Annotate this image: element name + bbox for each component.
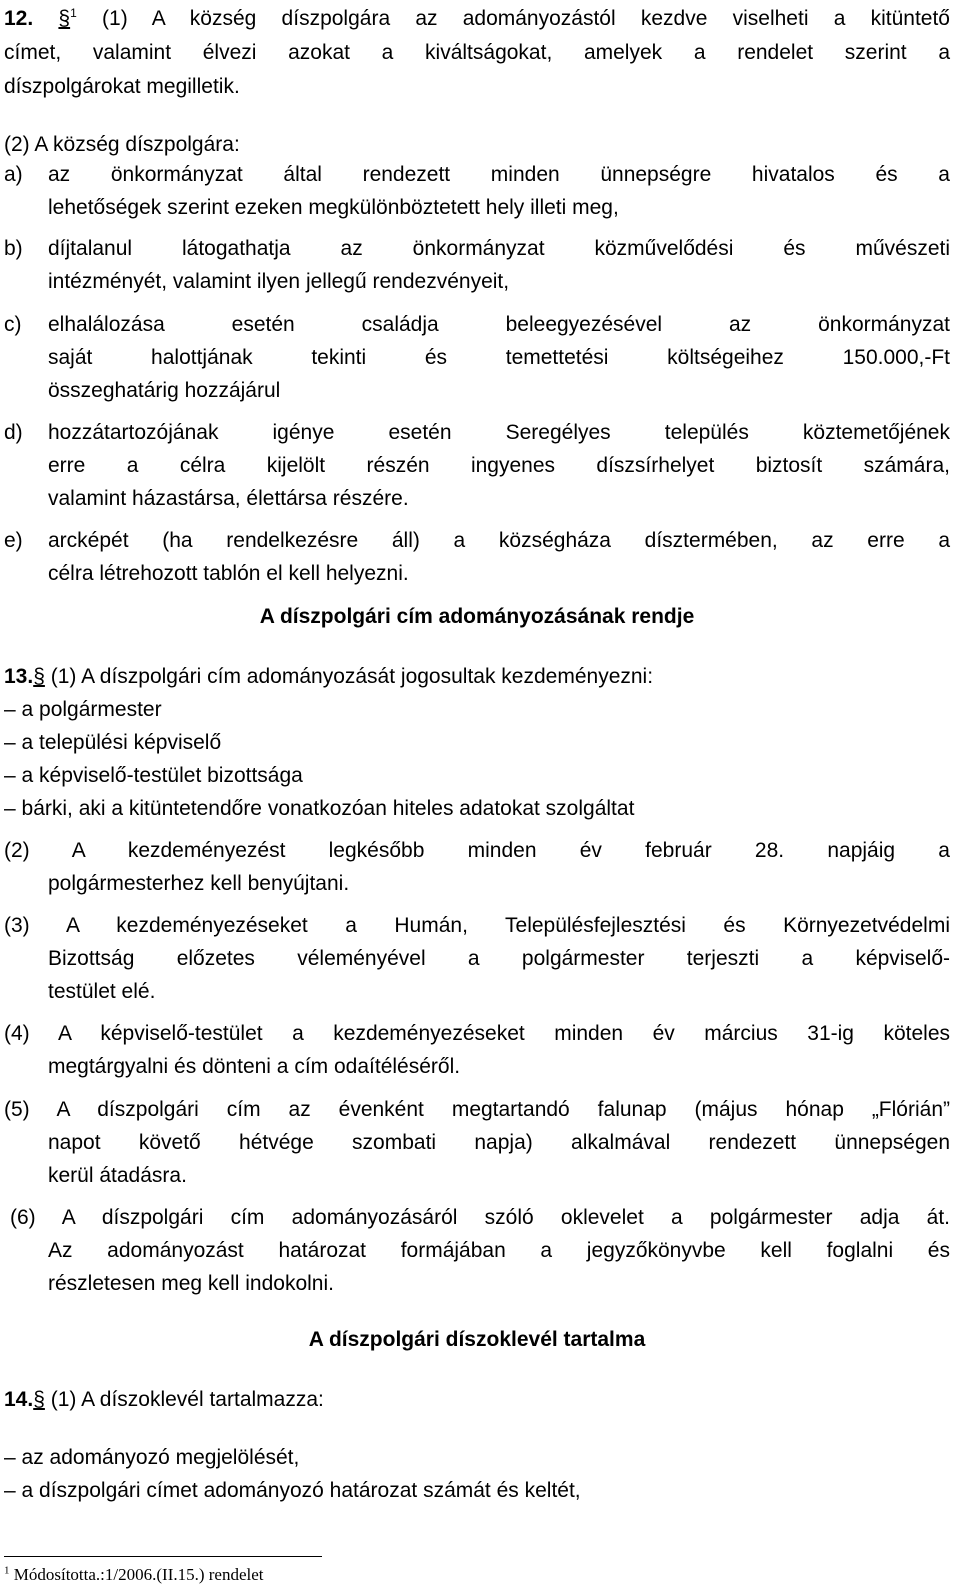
item-d-line1: hozzátartozójának igénye esetén Seregélyes település köztemetőjének bbox=[48, 421, 950, 444]
item-c-line2: saját halottjának tekinti és temettetési költségeihez 150.000,-Ft bbox=[48, 346, 950, 369]
list-item: – a képviselő-testület bizottsága bbox=[4, 764, 303, 787]
list-item: – az adományozó megjelölését, bbox=[4, 1446, 300, 1469]
heading-diszoklevel-tartalma: A díszpolgári díszoklevél tartalma bbox=[308, 1328, 646, 1351]
s13-p5-line3: kerül átadásra. bbox=[48, 1164, 187, 1187]
item-d-label: d) bbox=[4, 421, 23, 444]
list-item: – bárki, aki a kitüntetendőre vonatkozóan hiteles adatokat szolgáltat bbox=[4, 797, 635, 820]
s14-p1: 14.§ (1) A díszoklevél tartalmazza: bbox=[4, 1388, 324, 1411]
item-c-line3: összeghatárig hozzájárul bbox=[48, 379, 281, 402]
s13-p5-line1: (5) A díszpolgári cím az évenként megtartandó falunap (május hónap „Flórián” bbox=[4, 1098, 950, 1121]
s12-p1-line1: 12. §$^1$ (1) A község díszpolgára az adományozástól kezdve viselheti a kitüntető bbox=[4, 6, 950, 30]
s13-p3-line3: testület elé. bbox=[48, 980, 156, 1003]
item-a-label: a) bbox=[4, 163, 23, 186]
s13-p2-line1: (2) A kezdeményezést legkésőbb minden év február 28. napjáig a bbox=[4, 839, 950, 862]
list-item: – a települési képviselő bbox=[4, 731, 222, 754]
item-a-line2: lehetőségek szerint ezeken megkülönböztetett hely illeti meg, bbox=[48, 196, 619, 219]
s13-p3-line2: Bizottság előzetes véleményével a polgármester terjeszti a képviselő- bbox=[48, 947, 950, 970]
s13-p4-line2: megtárgyalni és dönteni a cím odaítéléséről. bbox=[48, 1055, 461, 1078]
s13-p6-line1: (6) A díszpolgári cím adományozásáról szóló oklevelet a polgármester adja át. bbox=[10, 1206, 950, 1229]
s13-p3-line1: (3) A kezdeményezéseket a Humán, Településfejlesztési és Környezetvédelmi bbox=[4, 914, 950, 937]
footnote-separator bbox=[4, 1556, 322, 1557]
s13-p1: 13.§ (1) A díszpolgári cím adományozását jogosultak kezdeményezni: bbox=[4, 665, 654, 688]
footnote-ref: 1 bbox=[70, 6, 77, 20]
item-e-label: e) bbox=[4, 529, 23, 552]
section-sign: § bbox=[33, 1388, 45, 1411]
s13-p6-line2: Az adományozást határozat formájában a jegyzőkönyvbe kell foglalni és bbox=[48, 1239, 950, 1262]
heading-adomanyozas-rendje: A díszpolgári cím adományozásának rendje bbox=[259, 605, 695, 628]
section-sign: § bbox=[33, 665, 45, 688]
item-c-label: c) bbox=[4, 313, 22, 336]
s13-p6-line3: részletesen meg kell indokolni. bbox=[48, 1272, 334, 1295]
section-sign: § bbox=[58, 7, 71, 30]
item-c-line1: elhalálozása esetén családja beleegyezésével az önkormányzat bbox=[48, 313, 950, 336]
s12-p2: (2) A község díszpolgára: bbox=[4, 133, 240, 156]
item-a-line1: az önkormányzat által rendezett minden ünnepségre hivatalos és a bbox=[48, 163, 950, 186]
footnote-mark: 1 bbox=[4, 1564, 10, 1577]
section-number: 12. bbox=[4, 7, 34, 30]
item-e-line2: célra létrehozott tablón el kell helyezni. bbox=[48, 562, 409, 585]
item-d-line2: erre a célra kijelölt részén ingyenes díszsírhelyet biztosít számára, bbox=[48, 454, 950, 477]
footnote-text: Módosította.:1/2006.(II.15.) rendelet bbox=[13, 1565, 264, 1584]
item-b-line1: díjtalanul látogathatja az önkormányzat közművelődési és művészeti bbox=[48, 237, 950, 260]
s13-p4-line1: (4) A képviselő-testület a kezdeményezéseket minden év március 31-ig köteles bbox=[4, 1022, 950, 1045]
s12-p1-line2: címet, valamint élvezi azokat a kiváltságokat, amelyek a rendelet szerint a bbox=[4, 41, 950, 64]
item-b-line2: intézményét, valamint ilyen jellegű rendezvényeit, bbox=[48, 270, 510, 293]
s13-p2-line2: polgármesterhez kell benyújtani. bbox=[48, 872, 350, 895]
section-number: 14. bbox=[4, 1388, 34, 1411]
item-e-line1: arcképét (ha rendelkezésre áll) a községháza dísztermében, az erre a bbox=[48, 529, 950, 552]
s12-p1-line3: díszpolgárokat megilletik. bbox=[4, 75, 240, 98]
section-number: 13. bbox=[4, 665, 34, 688]
s13-p5-line2: napot követő hétvége szombati napja) alkalmával rendezett ünnepségen bbox=[48, 1131, 950, 1154]
item-b-label: b) bbox=[4, 237, 23, 260]
item-d-line3: valamint házastársa, élettársa részére. bbox=[48, 487, 409, 510]
list-item: – a polgármester bbox=[4, 698, 162, 721]
list-item: – a díszpolgári címet adományozó határozat számát és keltét, bbox=[4, 1479, 581, 1502]
